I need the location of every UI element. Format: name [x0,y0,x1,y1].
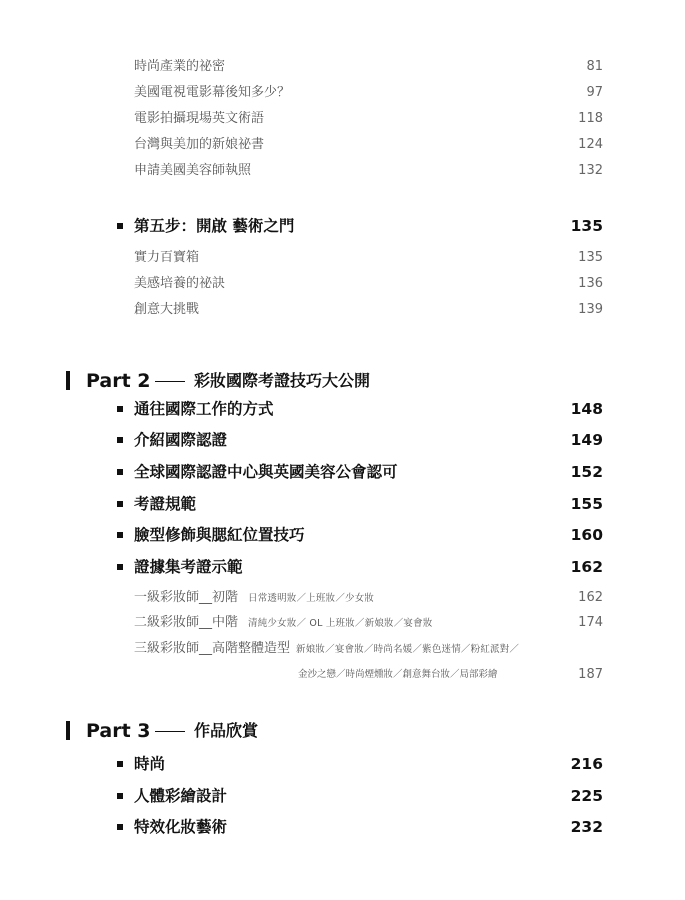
entry-page: 124 [578,137,603,152]
heading-dash [155,381,185,382]
entry-page: 187 [578,667,603,682]
entry-title: 申請美國美容師執照 [134,163,252,178]
entry-title: 實力百寶箱 [134,250,200,265]
entry-title: 三級彩妝師__高階整體造型 [134,641,291,656]
toc-main-entry [0,783,685,809]
square-bullet-icon [117,761,123,767]
part-title: 作品欣賞 [194,721,259,740]
entry-title: 介紹國際認證 [134,431,228,449]
toc-sub-entry [0,245,685,271]
entry-page: 174 [578,615,603,630]
part-label: Part 3 [86,720,151,742]
toc-main-entry [0,751,685,777]
toc-sub-entry [0,636,685,662]
entry-page: 135 [570,217,603,235]
entry-title: 人體彩繪設計 [134,787,228,805]
toc-main-entry [0,522,685,548]
heading-bar [66,721,70,740]
toc-main-entry [0,459,685,485]
entry-page: 216 [570,755,603,773]
entry-page: 135 [578,250,603,265]
part-title: 彩妝國際考證技巧大公開 [194,371,371,390]
entry-page: 155 [570,495,603,513]
entry-page: 225 [570,787,603,805]
part-heading [0,716,685,746]
entry-title: 美國電視電影幕後知多少？ [134,85,291,100]
entry-title: 電影拍攝現場英文術語 [134,111,265,126]
heading-bar [66,371,70,390]
entry-title: 美感培養的祕訣 [134,276,226,291]
square-bullet-icon [117,406,123,412]
square-bullet-icon [117,469,123,475]
entry-title: 時尚產業的祕密 [134,59,226,74]
square-bullet-icon [117,564,123,570]
entry-page: 97 [586,85,603,100]
toc-sub-entry [0,54,685,80]
entry-note: 日常透明妝／上班妝／少女妝 [248,593,375,604]
square-bullet-icon [117,824,123,830]
toc-main-entry [0,491,685,517]
toc-sub-entry-continued [0,662,685,688]
toc-main-entry [0,814,685,840]
entry-page: 118 [578,111,603,126]
entry-page: 162 [578,590,603,605]
entry-title: 臉型修飾與腮紅位置技巧 [134,526,305,544]
entry-page: 232 [570,818,603,836]
part-label: Part 2 [86,370,151,392]
entry-title: 全球國際認證中心與英國美容公會認可 [134,463,398,481]
entry-page: 81 [586,59,603,74]
toc-main-entry [0,554,685,580]
toc-sub-entry [0,80,685,106]
entry-page: 160 [570,526,603,544]
toc-sub-entry [0,106,685,132]
square-bullet-icon [117,437,123,443]
toc-sub-entry [0,585,685,611]
entry-page: 149 [570,431,603,449]
entry-title: 考證規範 [134,495,197,513]
entry-title: 通往國際工作的方式 [134,400,274,418]
toc-sub-entry [0,132,685,158]
entry-page: 132 [578,163,603,178]
entry-note: 清純少女妝／ OL 上班妝／新娘妝／宴會妝 [248,618,433,629]
entry-page: 148 [570,400,603,418]
square-bullet-icon [117,532,123,538]
entry-title: 第五步：開啟 藝術之門 [134,217,295,235]
entry-page: 136 [578,276,603,291]
heading-dash [155,731,185,732]
toc-main-entry [0,396,685,422]
entry-note: 金沙之戀／時尚煙燻妝／創意舞台妝／局部彩繪 [298,669,498,680]
toc-sub-entry [0,610,685,636]
entry-page: 139 [578,302,603,317]
entry-page: 162 [570,558,603,576]
part-heading [0,366,685,396]
toc-sub-entry [0,271,685,297]
entry-title: 創意大挑戰 [134,302,200,317]
entry-page: 152 [570,463,603,481]
square-bullet-icon [117,501,123,507]
entry-title: 台灣與美加的新娘祕書 [134,137,265,152]
toc-main-entry [0,213,685,239]
entry-title: 一級彩妝師__初階 [134,590,239,605]
square-bullet-icon [117,793,123,799]
entry-title: 時尚 [134,755,166,773]
entry-title: 特效化妝藝術 [134,818,228,836]
toc-sub-entry [0,158,685,184]
toc-sub-entry [0,297,685,323]
entry-note: 新娘妝／宴會妝／時尚名媛／紫色迷情／粉紅派對／ [296,644,520,655]
entry-title: 二級彩妝師__中階 [134,615,239,630]
square-bullet-icon [117,223,123,229]
toc-main-entry [0,427,685,453]
entry-title: 證據集考證示範 [134,558,243,576]
